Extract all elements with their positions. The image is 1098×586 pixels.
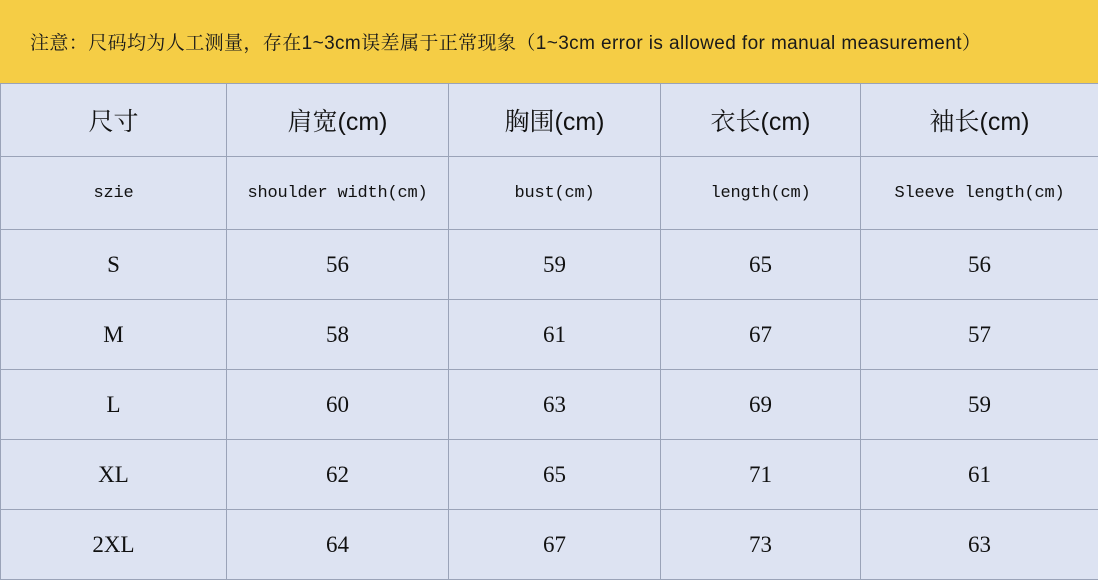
- table-row: [1, 230, 1098, 300]
- cell-shoulder: 58: [227, 300, 449, 370]
- header-en-bust: bust(cm): [449, 157, 661, 230]
- cell-shoulder: 64: [227, 510, 449, 580]
- cell-sleeve: 63: [861, 510, 1098, 580]
- cell-length: 69: [661, 370, 861, 440]
- cell-shoulder: 60: [227, 370, 449, 440]
- table-row: [1, 510, 1098, 580]
- measurement-notice-bar: [0, 0, 1098, 83]
- cell-bust: 59: [449, 230, 661, 300]
- cell-size: S: [1, 230, 227, 300]
- cell-bust: 63: [449, 370, 661, 440]
- cell-length: 65: [661, 230, 861, 300]
- cell-length: 71: [661, 440, 861, 510]
- cell-sleeve: 59: [861, 370, 1098, 440]
- header-cn-bust: 胸围(cm): [449, 84, 661, 157]
- table-header-row-en: [1, 157, 1098, 230]
- cell-sleeve: 56: [861, 230, 1098, 300]
- header-en-shoulder: shoulder width(cm): [227, 157, 449, 230]
- cell-bust: 61: [449, 300, 661, 370]
- measurement-notice-text: 注意：尺码均为人工测量，存在1~3cm误差属于正常现象（1~3cm error is allowed for manual measurement）: [30, 33, 982, 54]
- cell-shoulder: 56: [227, 230, 449, 300]
- table-row: [1, 370, 1098, 440]
- header-cn-shoulder: 肩宽(cm): [227, 84, 449, 157]
- header-cn-length: 衣长(cm): [661, 84, 861, 157]
- cell-size: 2XL: [1, 510, 227, 580]
- cell-sleeve: 57: [861, 300, 1098, 370]
- cell-size: M: [1, 300, 227, 370]
- header-en-length: length(cm): [661, 157, 861, 230]
- header-en-sleeve: Sleeve length(cm): [861, 157, 1098, 230]
- cell-length: 67: [661, 300, 861, 370]
- cell-bust: 65: [449, 440, 661, 510]
- cell-length: 73: [661, 510, 861, 580]
- table-row: [1, 300, 1098, 370]
- header-cn-sleeve: 袖长(cm): [861, 84, 1098, 157]
- cell-size: XL: [1, 440, 227, 510]
- cell-bust: 67: [449, 510, 661, 580]
- table-row: [1, 440, 1098, 510]
- size-table: [0, 83, 1098, 580]
- cell-size: L: [1, 370, 227, 440]
- cell-sleeve: 61: [861, 440, 1098, 510]
- header-cn-size: 尺寸: [1, 84, 227, 157]
- header-en-size: szie: [1, 157, 227, 230]
- cell-shoulder: 62: [227, 440, 449, 510]
- table-header-row-cn: [1, 84, 1098, 157]
